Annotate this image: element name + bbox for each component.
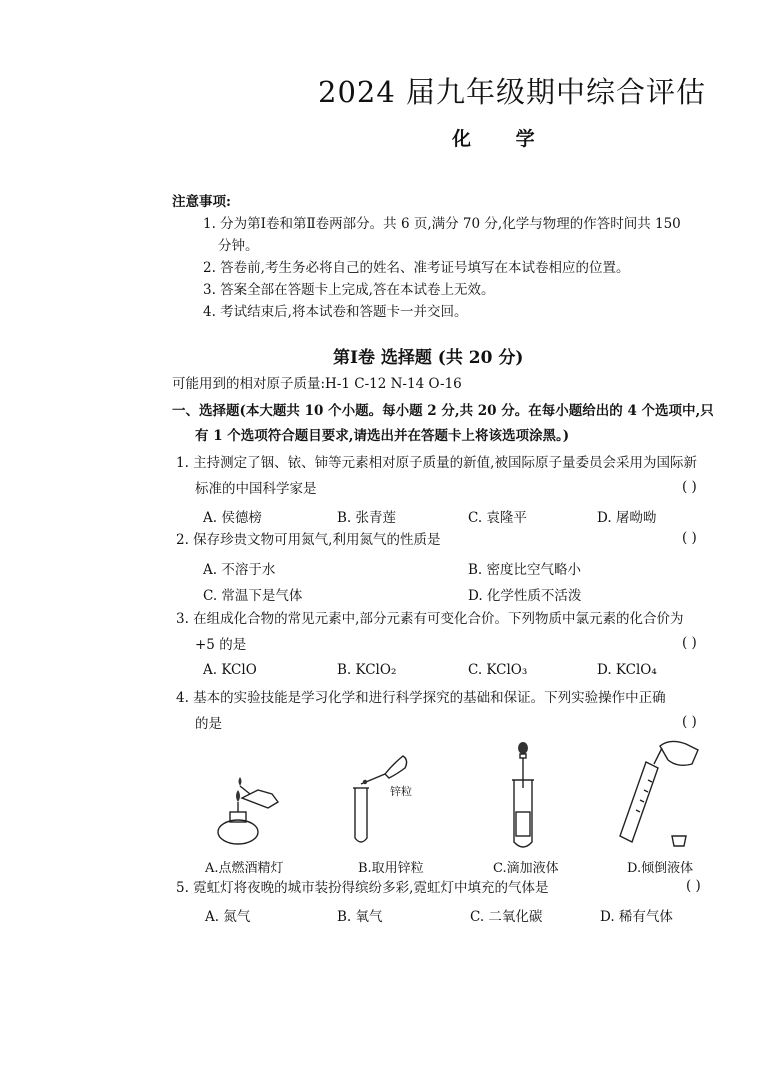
note-item: 4. 考试结束后,将本试卷和答题卡一并交回。 [203,304,468,320]
answer-bracket: ( ) [682,714,697,730]
question-4-cont: 的是 [195,716,222,732]
note-item: 2. 答卷前,考生务必将自己的姓名、准考证号填写在本试卷相应的位置。 [203,260,630,276]
figure-caption-d: D.倾倒液体 [627,861,694,876]
option-c: C. 袁隆平 [468,510,527,526]
answer-bracket: ( ) [682,479,697,495]
question-3: 3. 在组成化合物的常见元素中,部分元素有可变化合价。下列物质中氯元素的化合价为 [176,611,684,627]
option-c: C. 二氧化碳 [470,909,543,925]
question-2: 2. 保存珍贵文物可用氮气,利用氮气的性质是 [176,532,441,548]
option-a: A. 氮气 [205,909,251,925]
option-d: D. KClO₄ [597,662,657,678]
pouring-liquid-figure [620,738,710,850]
figure-caption-a: A.点燃酒精灯 [205,861,284,876]
zinc-label: 锌粒 [390,785,412,798]
option-a: A. 不溶于水 [203,562,276,578]
figure-caption-c: C.滴加液体 [493,861,559,876]
option-a: A. KClO [203,662,257,678]
alcohol-lamp-figure [210,780,290,850]
dropper-figure [508,740,538,852]
option-c: C. KClO₃ [468,662,528,678]
option-d: D. 屠呦呦 [597,510,657,526]
question-3-cont: +5 的是 [195,637,247,653]
part-heading: 第Ⅰ卷 选择题 (共 20 分) [333,348,524,368]
note-item: 3. 答案全部在答题卡上完成,答在本试卷上无效。 [203,282,495,298]
question-5: 5. 霓虹灯将夜晚的城市装扮得缤纷多彩,霓虹灯中填充的气体是 [176,880,549,896]
option-d: D. 稀有气体 [600,909,673,925]
answer-bracket: ( ) [682,530,697,546]
option-b: B. 张青莲 [337,510,397,526]
question-4: 4. 基本的实验技能是学习化学和进行科学探究的基础和保证。下列实验操作中正确 [176,690,666,706]
question-1-cont: 标准的中国科学家是 [195,481,317,497]
question-1: 1. 主持测定了铟、铱、铈等元素相对原子质量的新值,被国际原子量委员会采用为国际新 [176,455,697,471]
answer-bracket: ( ) [686,878,701,894]
atomic-mass-line: 可能用到的相对原子质量:H-1 C-12 N-14 O-16 [172,376,462,392]
option-a: A. 侯德榜 [203,510,262,526]
subject-title: 化 学 [452,128,535,150]
notes-heading: 注意事项: [172,194,231,210]
option-c: C. 常温下是气体 [203,588,303,604]
section-instruction: 有 1 个选项符合题目要求,请选出并在答题卡上将该选项涂黑。) [195,428,570,444]
option-b: B. KClO₂ [337,662,397,678]
note-item: 分钟。 [218,238,259,254]
figure-caption-b: B.取用锌粒 [358,861,424,876]
option-b: B. 密度比空气略小 [468,562,582,578]
option-d: D. 化学性质不活泼 [468,588,582,604]
answer-bracket: ( ) [682,635,697,651]
section-instruction: 一、选择题(本大题共 10 个小题。每小题 2 分,共 20 分。在每小题给出的 4 个选项中,只 [172,403,714,419]
exam-title: 2024 届九年级期中综合评估 [318,75,707,109]
note-item: 1. 分为第Ⅰ卷和第Ⅱ卷两部分。共 6 页,满分 70 分,化学与物理的作答时间共 150 [203,216,681,232]
option-b: B. 氧气 [337,909,383,925]
